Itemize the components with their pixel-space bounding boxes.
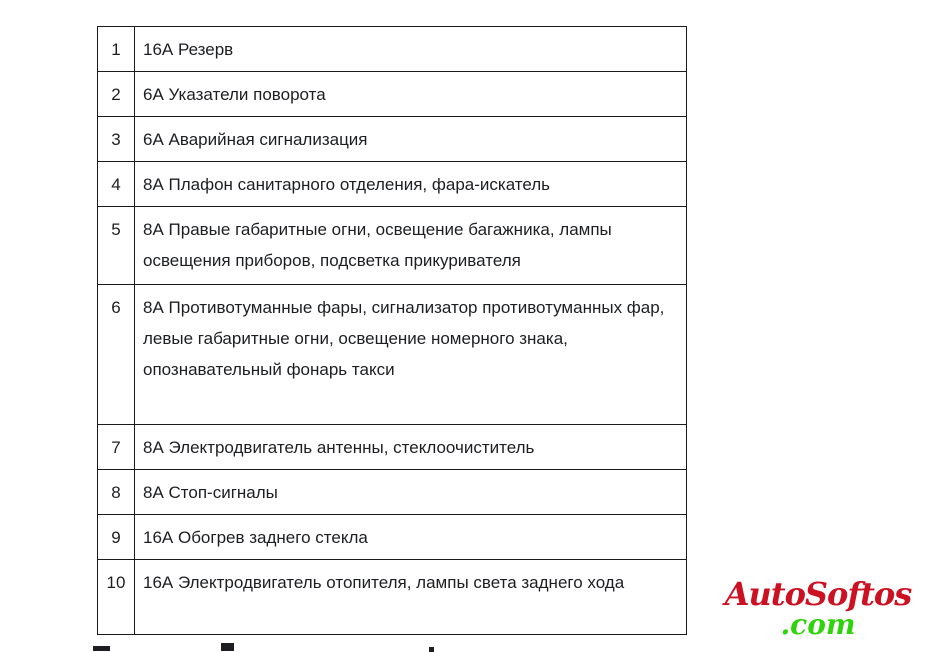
table-row — [98, 285, 687, 425]
fuse-number-cell: 2 — [98, 72, 135, 117]
watermark-domain-text: .com — [780, 608, 856, 641]
fuse-number-cell: 1 — [98, 27, 135, 72]
clipped-text-fragment — [93, 646, 110, 651]
fuse-desc-cell: 8А Правые габаритные огни, освещение багажника, лампы освещения приборов, подсветка прикуривателя — [135, 207, 687, 285]
fuse-number-cell: 8 — [98, 470, 135, 515]
watermark-logo — [712, 576, 924, 640]
fuse-number-cell: 4 — [98, 162, 135, 207]
fuse-table — [97, 26, 687, 635]
table-row — [98, 560, 687, 635]
fuse-desc-cell: 6А Указатели поворота — [135, 72, 687, 117]
fuse-number-cell: 5 — [98, 207, 135, 285]
watermark-brand-text: AutoSoftos — [724, 575, 912, 613]
fuse-number-cell: 7 — [98, 425, 135, 470]
fuse-desc-cell: 8А Стоп-сигналы — [135, 470, 687, 515]
table-row — [98, 72, 687, 117]
fuse-desc-cell: 16А Обогрев заднего стекла — [135, 515, 687, 560]
fuse-desc-cell: 6А Аварийная сигнализация — [135, 117, 687, 162]
table-row — [98, 207, 687, 285]
fuse-desc-cell: 16А Электродвигатель отопителя, лампы света заднего хода — [135, 560, 687, 635]
table-row — [98, 117, 687, 162]
fuse-desc-cell: 8А Электродвигатель антенны, стеклоочиститель — [135, 425, 687, 470]
fuse-number-cell: 10 — [98, 560, 135, 635]
fuse-number-cell: 3 — [98, 117, 135, 162]
clipped-text-fragment — [429, 647, 434, 652]
fuse-desc-cell: 16А Резерв — [135, 27, 687, 72]
table-row — [98, 515, 687, 560]
table-row — [98, 162, 687, 207]
table-row — [98, 27, 687, 72]
table-row — [98, 470, 687, 515]
clipped-text-fragment — [221, 643, 234, 651]
fuse-number-cell: 6 — [98, 285, 135, 425]
fuse-desc-cell: 8А Противотуманные фары, сигнализатор противотуманных фар, левые габаритные огни, освещение номерного знака, опознавательный фонарь такси — [135, 285, 687, 425]
fuse-desc-cell: 8А Плафон санитарного отделения, фара-искатель — [135, 162, 687, 207]
fuse-number-cell: 9 — [98, 515, 135, 560]
table-row — [98, 425, 687, 470]
